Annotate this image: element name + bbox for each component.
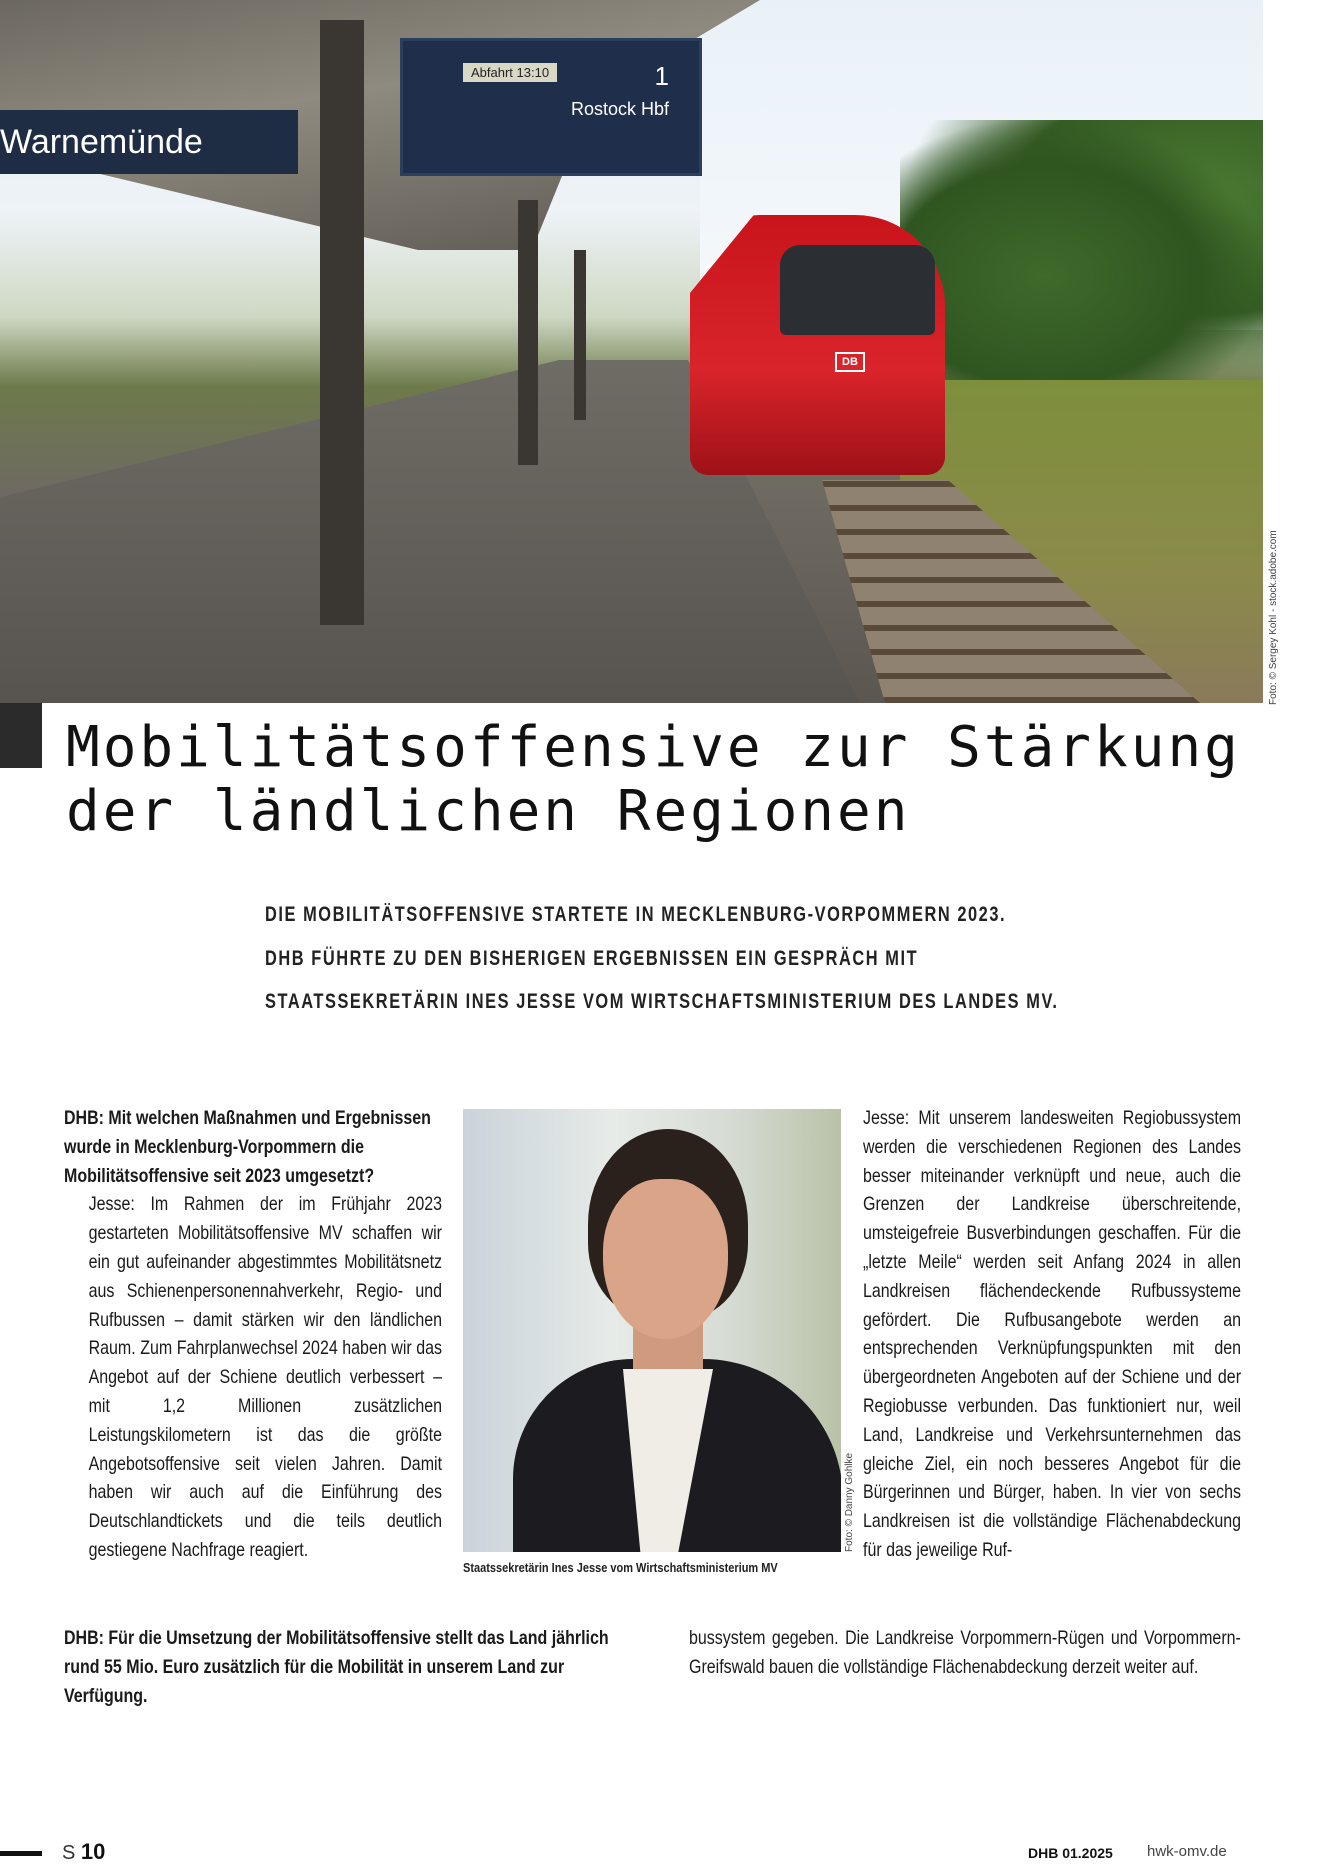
page-prefix: S (62, 1842, 76, 1864)
portrait-credit: Foto: © Danny Gohlke (844, 1452, 855, 1552)
station-sign: Warnemünde (0, 110, 298, 174)
portrait-face (603, 1179, 728, 1339)
issue-label: DHB 01.2025 (1028, 1845, 1113, 1861)
interview-answer: Jesse: Mit unserem landesweiten Regiobussystem werden die verschiedenen Regionen des Landes besser miteinander verknüpft und neue, auch die Grenzen der Landkreise überschreitende, umsteigefreie Busverbindungen geschaffen. Für die „letzte Meile“ werden seit Anfang 2024 in allen Landkreisen flächendeckende Rufbussysteme gefördert. Die Rufbusangebote werden an entsprechenden Verknüpfungspunkten mit den übergeordneten Angeboten auf der Schiene und der Regiobusse verbunden. Das funktioniert nur, weil Land, Landkreise und Verkehrsunternehmen das gleiche Ziel, ein noch besseres Angebot für die Bürgerinnen und Bürger, haben. In vier von sechs Landkreisen ist die vollständige Flächenabdeckung für das jeweilige Ruf- (863, 1107, 1242, 1561)
train-window (780, 245, 935, 335)
photo-caption: Staatssekretärin Ines Jesse vom Wirtschaftsministerium MV (463, 1561, 778, 1575)
article-title (66, 716, 1241, 844)
pillar (574, 250, 586, 420)
interview-question: DHB: Für die Umsetzung der Mobilitätsoffensive stellt das Land jährlich rund 55 Mio. Euro zusätzlich für die Mobilität in unserem Land zur Verfügung. (64, 1627, 609, 1707)
pillar (518, 200, 538, 465)
pillar (320, 20, 364, 625)
column-left (64, 1104, 442, 1565)
page-number (62, 1839, 105, 1865)
title-line: Mobilitätsoffensive zur Stärkung (66, 715, 1241, 780)
portrait-photo (463, 1109, 841, 1552)
destination: Rostock Hbf (570, 99, 669, 119)
interview-question: DHB: Mit welchen Maßnahmen und Ergebnissen wurde in Mecklenburg-Vorpommern die Mobilitätsoffensive seit 2023 umgesetzt? (64, 1107, 431, 1187)
accent-block (0, 703, 42, 768)
departure-time: Abfahrt 13:10 (463, 63, 557, 82)
title-line: der ländlichen Regionen (66, 779, 911, 844)
website-link[interactable]: hwk-omv.de (1147, 1843, 1227, 1860)
trees (900, 120, 1263, 380)
article-lead (265, 893, 1059, 1024)
column-right (863, 1104, 1241, 1565)
lead-line: DHB FÜHRTE ZU DEN BISHERIGEN ERGEBNISSEN EIN GESPRÄCH MIT (265, 946, 919, 970)
interview-answer: Jesse: Im Rahmen der im Frühjahr 2023 gestarteten Mobilitätsoffensive MV schaffen wir ein gut aufeinander abgestimmtes Mobilitätsnetz aus Schienenpersonennahverkehr, Regio- und Rufbussen – damit stärken wir den ländlichen Raum. Zum Fahrplanwechsel 2024 haben wir das Angebot auf der Schiene deutlich verbessert – mit 1,2 Millionen zusätzlichen Leistungskilometern ist das die größte Angebotsoffensive seit vielen Jahren. Damit haben wir auch auf die Einführung des Deutschlandtickets und die teils deutlich gestiegene Nachfrage reagiert. (88, 1193, 443, 1561)
departure-board (400, 38, 702, 176)
interview-answer-continued: bussystem gegeben. Die Landkreise Vorpommern-Rügen und Vorpommern-Greifswald bauen die vollständige Flächenabdeckung derzeit weiter auf. (689, 1627, 1241, 1678)
lead-line: DIE MOBILITÄTSOFFENSIVE STARTETE IN MECKLENBURG-VORPOMMERN 2023. (265, 903, 1007, 926)
hero-photo-credit: Foto: © Sergey Kohl - stock.adobe.com (1268, 530, 1279, 705)
hero-photo (0, 0, 1263, 703)
page-number-value: 10 (80, 1839, 106, 1864)
footer-bar (0, 1851, 42, 1856)
db-logo: DB (835, 352, 865, 372)
track-number: 1 (654, 61, 669, 91)
lead-line: STAATSSEKRETÄRIN INES JESSE VOM WIRTSCHAFTSMINISTERIUM DES LANDES MV. (265, 990, 1059, 1013)
